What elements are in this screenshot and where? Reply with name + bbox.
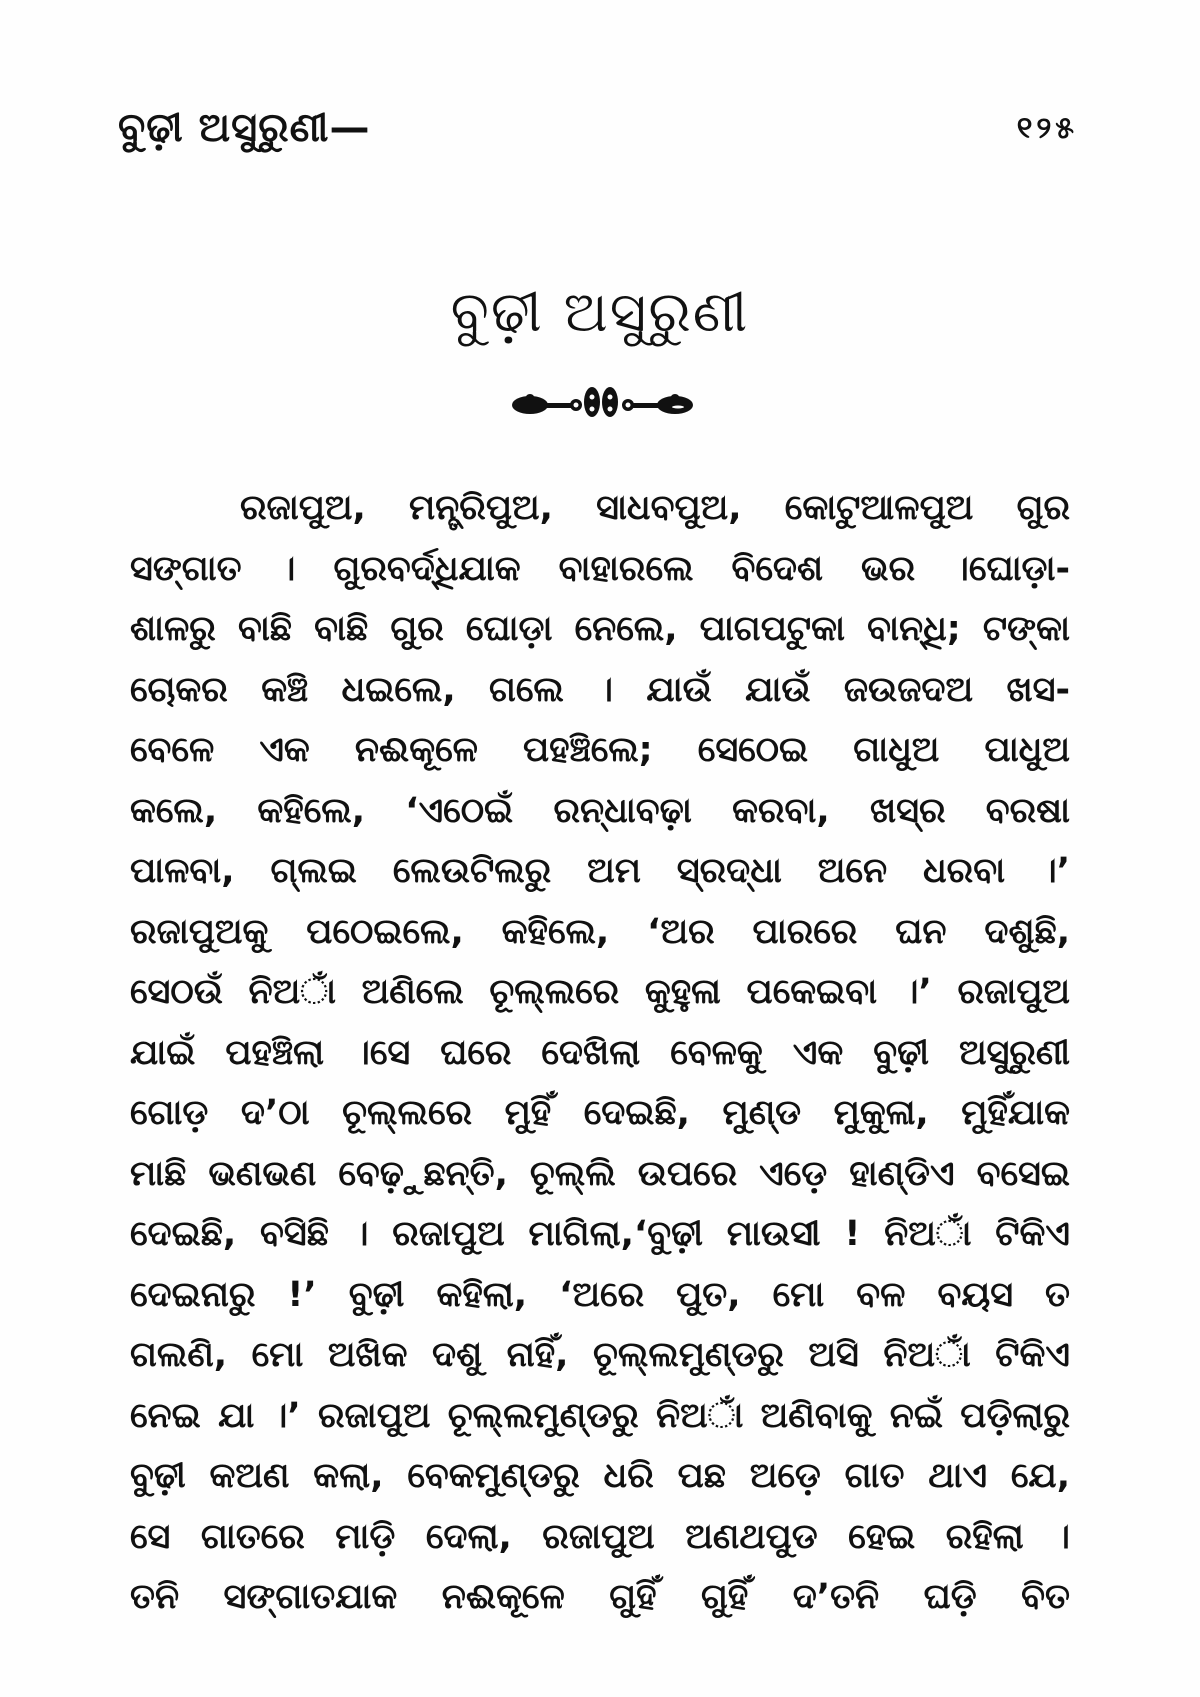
text-line: ଯାଇଁ ପହଞ୍ଚିଲା ।ସେ ଘରେ ଦେଖିଲା ବେଳକୁ ଏକ ବୁଢ଼ୀ ଅସୁରୁଣୀ — [130, 1032, 1070, 1073]
text-line: ରଜାପୁଅ, ମନ୍ତ୍ରିପୁଅ, ସାଧବପୁଅ, କୋଟୁଆଳପୁଅ ଗୁର — [240, 488, 1070, 528]
text-line: ଶାଳରୁ ବାଛି ବାଛି ଗୁର ଘୋଡ଼ା ନେଲେ, ପାଗପଟୁକା ବାନ୍ଧି; ଟଙ୍କା — [130, 609, 1070, 649]
text-line: ସଙ୍ଗାତ । ଗୁରବର୍ଦ୍ଧିଯାକ ବାହାରଲେ ବିଦେଶ ଭର ।ଘୋଡ଼ା- — [130, 548, 1070, 589]
text-line: ଦେଇନାରୁ !’ ବୁଢ଼ୀ କହିଲା, ‘ଅରେ ପୁତ, ମୋ ବଳ ବୟସ ତ — [130, 1274, 1070, 1315]
text-line: ନେଇ ଯା ।’ ରଜାପୁଅ ଚୂଲ୍ଲମୁଣ୍ଡରୁ ନିଅାଁ ଅଣିବାକୁ ନଇଁ ପଡ଼ିଲାରୁ — [130, 1395, 1070, 1436]
text-line: ପାଳବା, ଗ୍ଲଇ ଲେଉଟିଲରୁ ଅମ ସ୍ରଦ୍ଧା ଅନେ ଧରବା ।’ — [130, 851, 1070, 891]
text-line: ଚୋକର କଞ୍ଚି ଧଇଲେ, ଗଲେ । ଯାଉଁ ଯାଉଁ ଜଉଜଦଅ ଖସ- — [130, 669, 1070, 710]
page-number: ୧୨୫ — [1016, 110, 1078, 146]
body-text — [130, 478, 1070, 1628]
text-line: ବୁଢ଼ୀ କଅଣ କଲା, ବେକମୁଣ୍ଡରୁ ଧରି ପଛ ଅଡ଼େ ଗାତ ଥାଏ ଯେ, — [130, 1456, 1070, 1496]
text-line: ଗୋଡ଼ ଦ’ଠା ଚୂଲ୍ଲରେ ମୁହିଁ ଦେଇଛି, ମୁଣ୍ଡ ମୁକୁଳା, ମୁହିଁଯାକ — [130, 1093, 1070, 1133]
text-line: କଲେ, କହିଲେ, ‘ଏଠେଇଁ ରନ୍ଧାବଢ଼ା କରବା, ଖସ୍ର ବରଷା — [130, 790, 1070, 831]
text-line: ତନି ସଙ୍ଗାତଯାକ ନଈକୂଳେ ଗୁହିଁ ଗୁହିଁ ଦ’ତନି ଘଡ଼ି ବିତ — [130, 1577, 1070, 1617]
text-line: ବେଳେ ଏକ ନଈକୂଳେ ପହଞ୍ଚିଲେ; ସେଠେଇ ଗାଧୁଅ ପାଧୁଅ — [130, 730, 1070, 770]
text-line: ଦେଇଛି, ବସିଛି । ରଜାପୁଅ ମାଗିଲା,‘ବୁଢ଼ୀ ମାଉସୀ ! ନିଅାଁ ଟିକିଏ — [130, 1214, 1070, 1254]
running-header — [118, 98, 1078, 158]
chapter-title: ବୁଢ଼ୀ ଅସୁରୁଣୀ — [450, 280, 750, 345]
text-line: ଗଲଣି, ମୋ ଅଖିକ ଦଶୁ ନାହିଁ, ଚୂଲ୍ଲମୁଣ୍ଡରୁ ଅସି ନିଅାଁ ଟିକିଏ — [130, 1335, 1070, 1375]
text-line: ରଜାପୁଅକୁ ପଠେଇଲେ, କହିଲେ, ‘ଅର ପାରରେ ଘନ ଦଶୁଛି, — [130, 911, 1070, 952]
text-line: ମାଛି ଭଣଭଣ ବେଢ଼ୁଛନ୍ତି, ଚୂଲ୍ଲି ଉପରେ ଏଡ଼େ ହାଣ୍ଡିଏ ବସେଇ — [130, 1153, 1070, 1194]
text-line: ସେ ଗାତରେ ମାଡ଼ି ଦେଲା, ରଜାପୁଅ ଅଣଥପୁଡ ହେଇ ରହିଲା । — [130, 1516, 1070, 1557]
running-title: ବୁଢ଼ୀ ଅସୁରୁଣୀ— — [118, 105, 371, 151]
text-line: ସେଠଉଁ ନିଅାଁ ଅଣିଲେ ଚୂଲ୍ଲରେ କୁହୁଳା ପକେଇବା ।’ ରଜାପୁଅ — [130, 972, 1070, 1012]
ornament-divider-icon — [510, 385, 695, 419]
